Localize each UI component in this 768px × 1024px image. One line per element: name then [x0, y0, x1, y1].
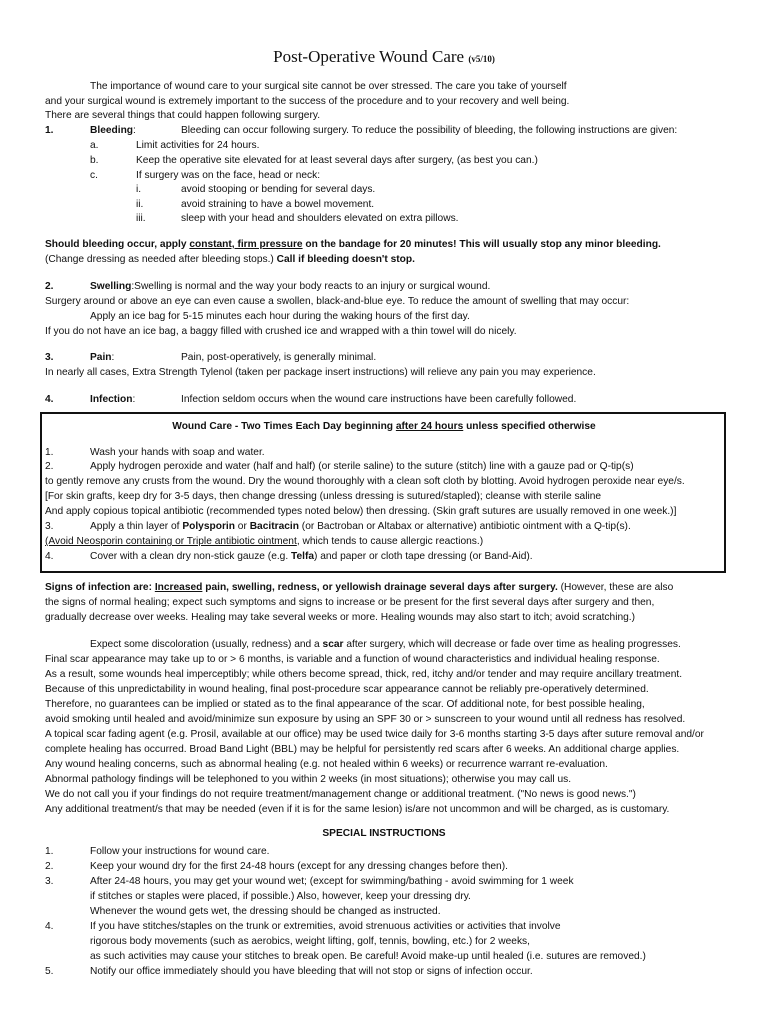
list-item: sleep with your head and shoulders elevated on extra pillows.: [181, 213, 459, 224]
signs-line: gradually decrease over weeks. Healing may take several weeks or more. Healing wounds may also start to itch; avoid scratching.): [45, 612, 636, 623]
special-item: Whenever the wound gets wet, the dressing should be changed as instructed.: [90, 906, 441, 917]
scar-line: avoid smoking until healed and avoid/minimize sun exposure by using an SPF 30 or > sunscreen to your wound until all redness has resolved.: [45, 714, 686, 725]
list-marker: 1.: [45, 846, 54, 857]
special-item: Follow your instructions for wound care.: [90, 846, 270, 857]
wound-step: [For skin grafts, keep dry for 3-5 days, then change dressing (unless dressing is sutured/stapled); cleanse with sterile saline: [45, 491, 602, 502]
list-marker: 2.: [45, 861, 54, 872]
special-item: Keep your wound dry for the first 24-48 hours (except for any dressing changes before then).: [90, 861, 508, 872]
signs-of-infection: Signs of infection are: Increased pain, swelling, redness, or yellowish drainage several days after surgery. (However, these are also: [45, 582, 674, 593]
wound-step: And apply copious topical antibiotic (recommended types noted below) then dressing. (Skin graft sutures are usually removed in one week.)]: [45, 506, 677, 517]
list-marker: iii.: [136, 213, 146, 224]
infection-line: Infection seldom occurs when the wound care instructions have been carefully followed.: [181, 394, 577, 405]
pain-line: Pain, post-operatively, is generally minimal.: [181, 352, 377, 363]
scar-line: A topical scar fading agent (e.g. Prosil, available at our office) may be used twice daily for 3-6 months starting 3-5 days after suture removal and/or: [45, 729, 704, 740]
scar-line: Any additional treatment/s that may be needed (even if it is for the same lesion) is/are not uncommon and will be charged, as is customary.: [45, 804, 670, 815]
special-item: If you have stitches/staples on the trunk or extremities, avoid strenuous activities or activities that involve: [90, 921, 561, 932]
wound-step: (Avoid Neosporin containing or Triple antibiotic ointment, which tends to cause allergic reactions.): [45, 536, 484, 547]
scar-line: Therefore, no guarantees can be implied or stated as to the final appearance of the scar. Of additional note, for best possible healing,: [45, 699, 645, 710]
section-heading-infection: Infection:: [90, 394, 136, 405]
section-number: 4.: [45, 394, 54, 405]
swelling-line: If you do not have an ice bag, a baggy filled with crushed ice and wrapped with a thin towel will do nicely.: [45, 326, 517, 337]
swelling-line: Apply an ice bag for 5-15 minutes each hour during the waking hours of the first day.: [90, 311, 470, 322]
wound-step: Apply a thin layer of Polysporin or Bacitracin (or Bactroban or Altabax or alternative) antibiotic ointment with a Q-tip(s).: [90, 521, 631, 532]
list-marker: 3.: [45, 521, 54, 532]
scar-line: complete healing has occurred. Broad Band Light (BBL) may be helpful for persistently red scars after 6 weeks. An additional charge applies.: [45, 744, 680, 755]
signs-line: the signs of normal healing; expect such symptoms and signs to increase or be present for the first several days after surgery and then,: [45, 597, 655, 608]
list-marker: 4.: [45, 551, 54, 562]
wound-step: Apply hydrogen peroxide and water (half and half) (or sterile saline) to the suture (stitch) line with a gauze pad or Q-tip(s): [90, 461, 634, 472]
pain-line: In nearly all cases, Extra Strength Tylenol (taken per package insert instructions) will relieve any pain you may experience.: [45, 367, 596, 378]
list-marker: a.: [90, 140, 99, 151]
section-heading-bleeding: Bleeding:: [90, 125, 136, 136]
wound-step: Wash your hands with soap and water.: [90, 447, 265, 458]
scar-line: Any wound healing concerns, such as abnormal healing (e.g. not healed within 6 weeks) or recurrence warrant re-evaluation.: [45, 759, 608, 770]
intro-line: There are several things that could happen following surgery.: [45, 110, 321, 121]
section-number: 3.: [45, 352, 54, 363]
list-item: Limit activities for 24 hours.: [136, 140, 260, 151]
scar-line: Expect some discoloration (usually, redness) and a scar after surgery, which will decrease or fade over time as healing progresses.: [90, 639, 681, 650]
list-marker: b.: [90, 155, 99, 166]
list-marker: 2.: [45, 461, 54, 472]
scar-line: We do not call you if your findings do not require treatment/management change or additional treatment. ("No news is good news."): [45, 789, 636, 800]
wound-care-heading: Wound Care - Two Times Each Day beginning after 24 hours unless specified otherwise: [172, 421, 596, 432]
list-marker: 4.: [45, 921, 54, 932]
list-marker: 5.: [45, 966, 54, 977]
list-marker: c.: [90, 170, 98, 181]
swelling-line: Swelling:Swelling is normal and the way your body reacts to an injury or surgical wound.: [90, 281, 491, 292]
special-item: After 24-48 hours, you may get your wound wet; (except for swimming/bathing - avoid swimming for 1 week: [90, 876, 574, 887]
list-marker: i.: [136, 184, 142, 195]
section-number: 2.: [45, 281, 54, 292]
scar-line: As a result, some wounds heal imperceptibly; while others become spread, thick, red, itchy and/or tender and may require ancillary treatment.: [45, 669, 683, 680]
list-item: If surgery was on the face, head or neck:: [136, 170, 321, 181]
bleeding-text: Bleeding can occur following surgery. To reduce the possibility of bleeding, the following instructions are given:: [181, 125, 678, 136]
section-heading-pain: Pain:: [90, 352, 115, 363]
scar-line: Because of this unpredictability in wound healing, final post-procedure scar appearance cannot be reliably pre-operatively determined.: [45, 684, 649, 695]
intro-line: The importance of wound care to your surgical site cannot be over stressed. The care you take of yourself: [90, 81, 567, 92]
special-item: rigorous body movements (such as aerobics, weight lifting, golf, tennis, bowling, etc.) for 2 weeks,: [90, 936, 530, 947]
list-item: avoid straining to have a bowel movement.: [181, 199, 375, 210]
bleeding-note: (Change dressing as needed after bleeding stops.) Call if bleeding doesn't stop.: [45, 254, 415, 265]
title-text: Post-Operative Wound Care: [273, 47, 465, 66]
bleeding-warning: Should bleeding occur, apply constant, firm pressure on the bandage for 20 minutes! This will usually stop any minor bleeding.: [45, 239, 661, 250]
list-item: Keep the operative site elevated for at least several days after surgery, (as best you can.): [136, 155, 538, 166]
list-marker: 3.: [45, 876, 54, 887]
list-marker: 1.: [45, 447, 54, 458]
list-item: avoid stooping or bending for several days.: [181, 184, 376, 195]
version-label: (v5/10): [468, 54, 495, 64]
section-number: 1.: [45, 125, 54, 136]
list-marker: ii.: [136, 199, 144, 210]
scar-line: Abnormal pathology findings will be telephoned to you within 2 weeks (in most situations); otherwise you may call us.: [45, 774, 572, 785]
scar-line: Final scar appearance may take up to or > 6 months, is variable and a function of wound characteristics and individual healing response.: [45, 654, 660, 665]
swelling-line: Surgery around or above an eye can even cause a swollen, black-and-blue eye. To reduce the amount of swelling that may occur:: [45, 296, 630, 307]
page-title: [0, 48, 768, 65]
special-item: Notify our office immediately should you have bleeding that will not stop or signs of infection occur.: [90, 966, 533, 977]
intro-line: and your surgical wound is extremely important to the success of the procedure and to your recovery and well being.: [45, 96, 570, 107]
special-item: as such activities may cause your stitches to break open. Be careful! Avoid make-up until healed (i.e. sutures are removed.): [90, 951, 646, 962]
special-instructions-title: SPECIAL INSTRUCTIONS: [322, 828, 446, 839]
special-item: if stitches or staples were placed, if possible.) Also, however, keep your dressing dry.: [90, 891, 471, 902]
wound-step: to gently remove any crusts from the wound. Dry the wound thoroughly with a clean soft cloth by blotting. Avoid hydrogen peroxide near eye/s.: [45, 476, 685, 487]
wound-step: Cover with a clean dry non-stick gauze (e.g. Telfa) and paper or cloth tape dressing (or Band-Aid).: [90, 551, 533, 562]
